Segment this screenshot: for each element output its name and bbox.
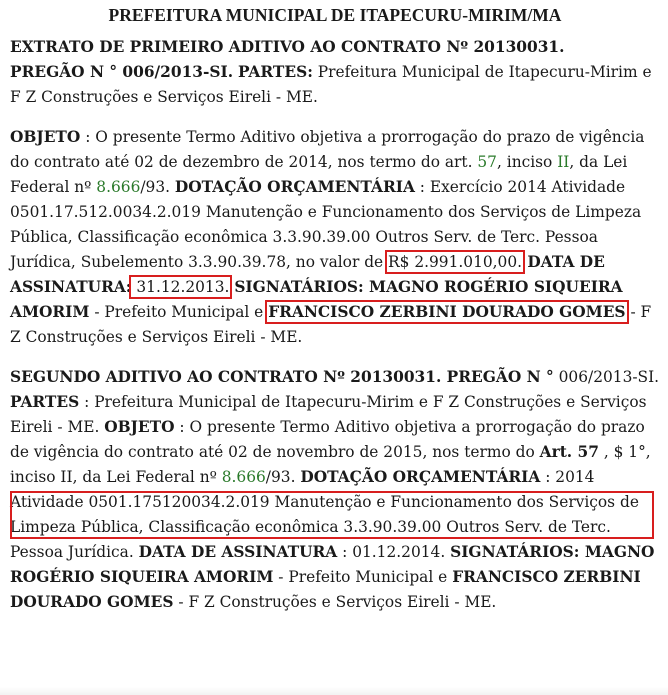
first-text-inciso: , inciso <box>496 153 558 171</box>
first-objeto-text: : O presente Termo Aditivo objetiva a prorrogação do prazo de vigência do contrato até 02 de dezembro de 2014, nos termo do art. <box>10 128 645 171</box>
second-text-93: /93. <box>265 468 301 486</box>
document-page <box>10 0 660 615</box>
second-objeto-label: OBJETO <box>104 418 175 436</box>
first-objeto-label: OBJETO <box>10 128 81 146</box>
first-art-ref: 57 <box>477 153 497 171</box>
first-lei-ref: 8.666 <box>96 178 141 196</box>
first-dotacao-text: : Exercício 2014 Atividade 0501.17.512.0034.2.019 Manutenção e Funcionamento dos Serviços de Limpeza Pública, Classificação econômica 3.3.90.39.00 Outros Serv. de Terc. Pessoa Jurídica, Subelemento 3.3.90.39.78, no valor de <box>10 178 642 271</box>
first-pregao-label: PREGÃO N ° 006/2013-SI. <box>10 63 234 81</box>
second-pregao-text: 006/2013-SI. <box>553 368 660 386</box>
first-amendment-body <box>10 125 660 350</box>
second-text-inciso: , $ 1°, inciso II, da Lei Federal nº <box>10 443 651 486</box>
signature-date-highlight: 31.12.2013. <box>131 278 230 296</box>
second-data-text: : 01.12.2014. <box>337 543 451 561</box>
first-signatarios-label: SIGNATÁRIOS: MAGNO ROGÉRIO SIQUEIRA AMORIM <box>10 278 623 321</box>
first-inciso-ref: II <box>557 153 570 171</box>
second-partes-text: : Prefeitura Municipal de Itapecuru-Mirim e F Z Construções e Serviços Eireli - ME. <box>10 393 647 436</box>
second-dotacao-label: DOTAÇÃO ORÇAMENTÁRIA <box>300 468 541 486</box>
validity-extension-highlight <box>10 491 654 539</box>
second-lei-ref: 8.666 <box>221 468 266 486</box>
document-title: PREFEITURA MUNICIPAL DE ITAPECURU-MIRIM/MA <box>108 5 562 25</box>
second-signatarios-label: SIGNATÁRIOS: MAGNO ROGÉRIO SIQUEIRA AMORIM <box>10 543 655 586</box>
first-data-label: DATA DE ASSINATURA: <box>10 253 605 296</box>
contract-value-highlight: R$ 2.991.010,00. <box>388 253 523 271</box>
second-text-prefeito: - Prefeito Municipal e <box>273 568 453 586</box>
second-signatory-name: FRANCISCO ZERBINI DOURADO GOMES <box>10 568 641 611</box>
first-amendment-heading: EXTRATO DE PRIMEIRO ADITIVO AO CONTRATO Nº 20130031. <box>10 38 565 56</box>
page-bottom-edge <box>0 687 668 695</box>
second-art-ref: Art. 57 <box>539 443 599 461</box>
second-objeto-text: : O presente Termo Aditivo objetiva a prorrogação do prazo de vigência do contrato até 02 de novembro de 2015, nos termo do <box>10 418 645 461</box>
second-text-company: - F Z Construções e Serviços Eireli - ME. <box>173 593 497 611</box>
second-partes-label: PARTES <box>10 393 80 411</box>
first-dotacao-label: DOTAÇÃO ORÇAMENTÁRIA <box>174 178 415 196</box>
signatory-name-highlight: FRANCISCO ZERBINI DOURADO GOMES <box>268 303 626 321</box>
first-text-93: /93. <box>140 178 175 196</box>
second-dotacao-text: : 2014 Atividade 0501.175120034.2.019 Manutenção e Funcionamento dos Serviços de Limpeza Pública, Classificação econômica 3.3.90.39.00 Outros Serv. de Terc. Pessoa Jurídica. <box>10 468 639 561</box>
first-text-prefeito: - Prefeito Municipal e <box>89 303 269 321</box>
second-data-label: DATA DE ASSINATURA <box>138 543 338 561</box>
first-text-lei: , da Lei Federal nº <box>10 153 628 196</box>
first-amendment-header <box>10 35 660 110</box>
first-partes-label: PARTES: <box>237 63 313 81</box>
second-amendment-body <box>10 365 660 615</box>
first-partes-text: Prefeitura Municipal de Itapecuru-Mirim e F Z Construções e Serviços Eireli - ME. <box>10 63 652 106</box>
first-text-company: - F Z Construções e Serviços Eireli - ME. <box>10 303 652 346</box>
second-amendment-heading: SEGUNDO ADITIVO AO CONTRATO Nº 20130031. PREGÃO N ° <box>10 368 554 386</box>
